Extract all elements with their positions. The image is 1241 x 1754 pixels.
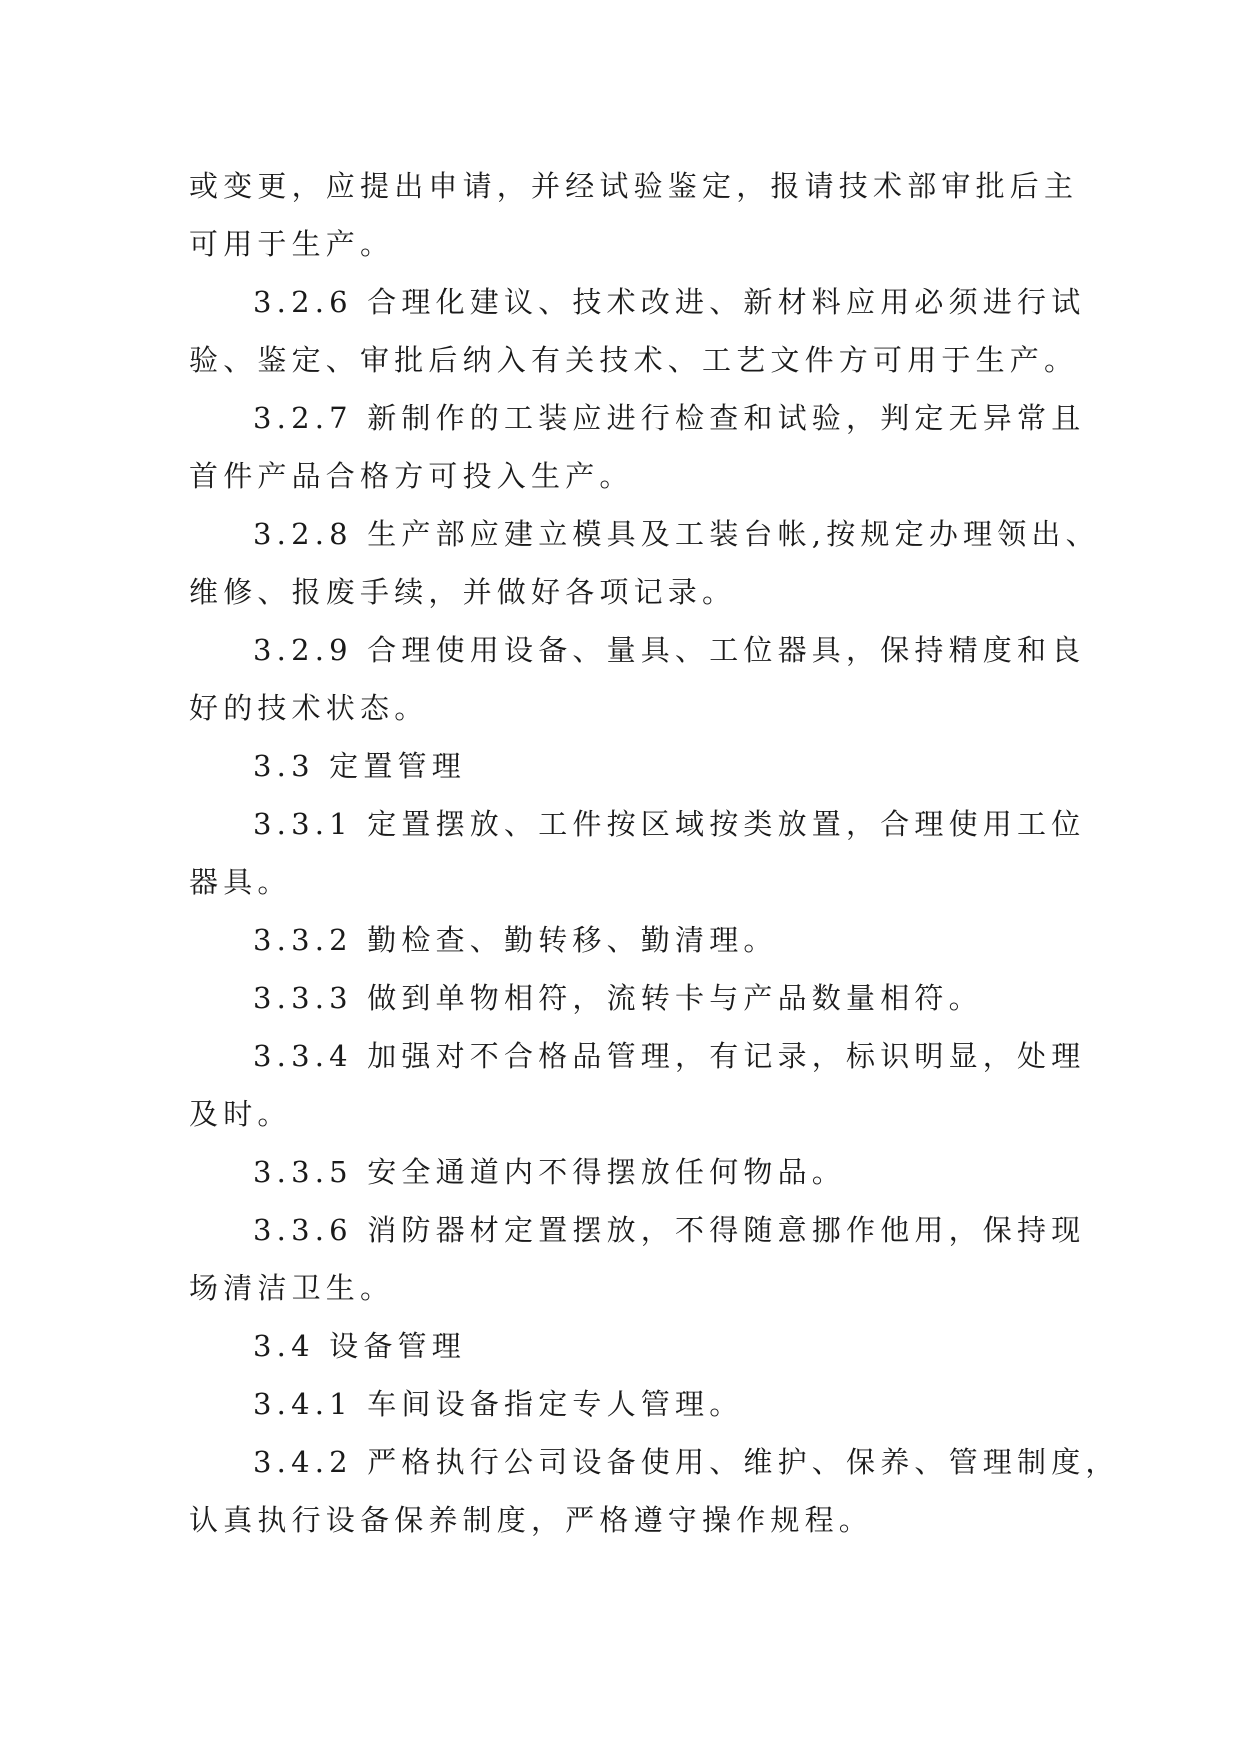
clause-3-4-2: 3.4.2 严格执行公司设备使用、维护、保养、管理制度， (253, 1445, 1120, 1479)
clause-3-4-1: 3.4.1 车间设备指定专人管理。 (253, 1387, 744, 1421)
section-heading-3-4: 3.4 设备管理 (253, 1329, 466, 1363)
text-line: 认真执行设备保养制度，严格遵守操作规程。 (189, 1503, 874, 1537)
text-line: 验、鉴定、审批后纳入有关技术、工艺文件方可用于生产。 (189, 343, 1079, 377)
text-line: 及时。 (189, 1097, 292, 1131)
clause-3-3-5: 3.3.5 安全通道内不得摆放任何物品。 (253, 1155, 847, 1189)
clause-3-3-4: 3.3.4 加强对不合格品管理，有记录，标识明显，处理 (253, 1039, 1086, 1073)
clause-3-2-8: 3.2.8 生产部应建立模具及工装台帐,按规定办理领出、 (253, 517, 1100, 551)
clause-3-3-3: 3.3.3 做到单物相符，流转卡与产品数量相符。 (253, 981, 983, 1015)
clause-3-2-9: 3.2.9 合理使用设备、量具、工位器具，保持精度和良 (253, 633, 1086, 667)
document-body (189, 157, 1120, 1549)
text-line: 器具。 (189, 865, 292, 899)
clause-3-3-2: 3.3.2 勤检查、勤转移、勤清理。 (253, 923, 778, 957)
text-line: 维修、报废手续，并做好各项记录。 (189, 575, 737, 609)
section-heading-3-3: 3.3 定置管理 (253, 749, 466, 783)
text-line: 或变更，应提出申请，并经试验鉴定，报请技术部审批后主 (189, 169, 1079, 203)
clause-3-2-6: 3.2.6 合理化建议、技术改进、新材料应用必须进行试 (253, 285, 1086, 319)
text-line: 可用于生产。 (189, 227, 395, 261)
text-line: 好的技术状态。 (189, 691, 429, 725)
text-line: 场清洁卫生。 (189, 1271, 395, 1305)
clause-3-3-6: 3.3.6 消防器材定置摆放，不得随意挪作他用，保持现 (253, 1213, 1086, 1247)
clause-3-2-7: 3.2.7 新制作的工装应进行检查和试验，判定无异常且 (253, 401, 1086, 435)
clause-3-3-1: 3.3.1 定置摆放、工件按区域按类放置，合理使用工位 (253, 807, 1086, 841)
text-line: 首件产品合格方可投入生产。 (189, 459, 634, 493)
